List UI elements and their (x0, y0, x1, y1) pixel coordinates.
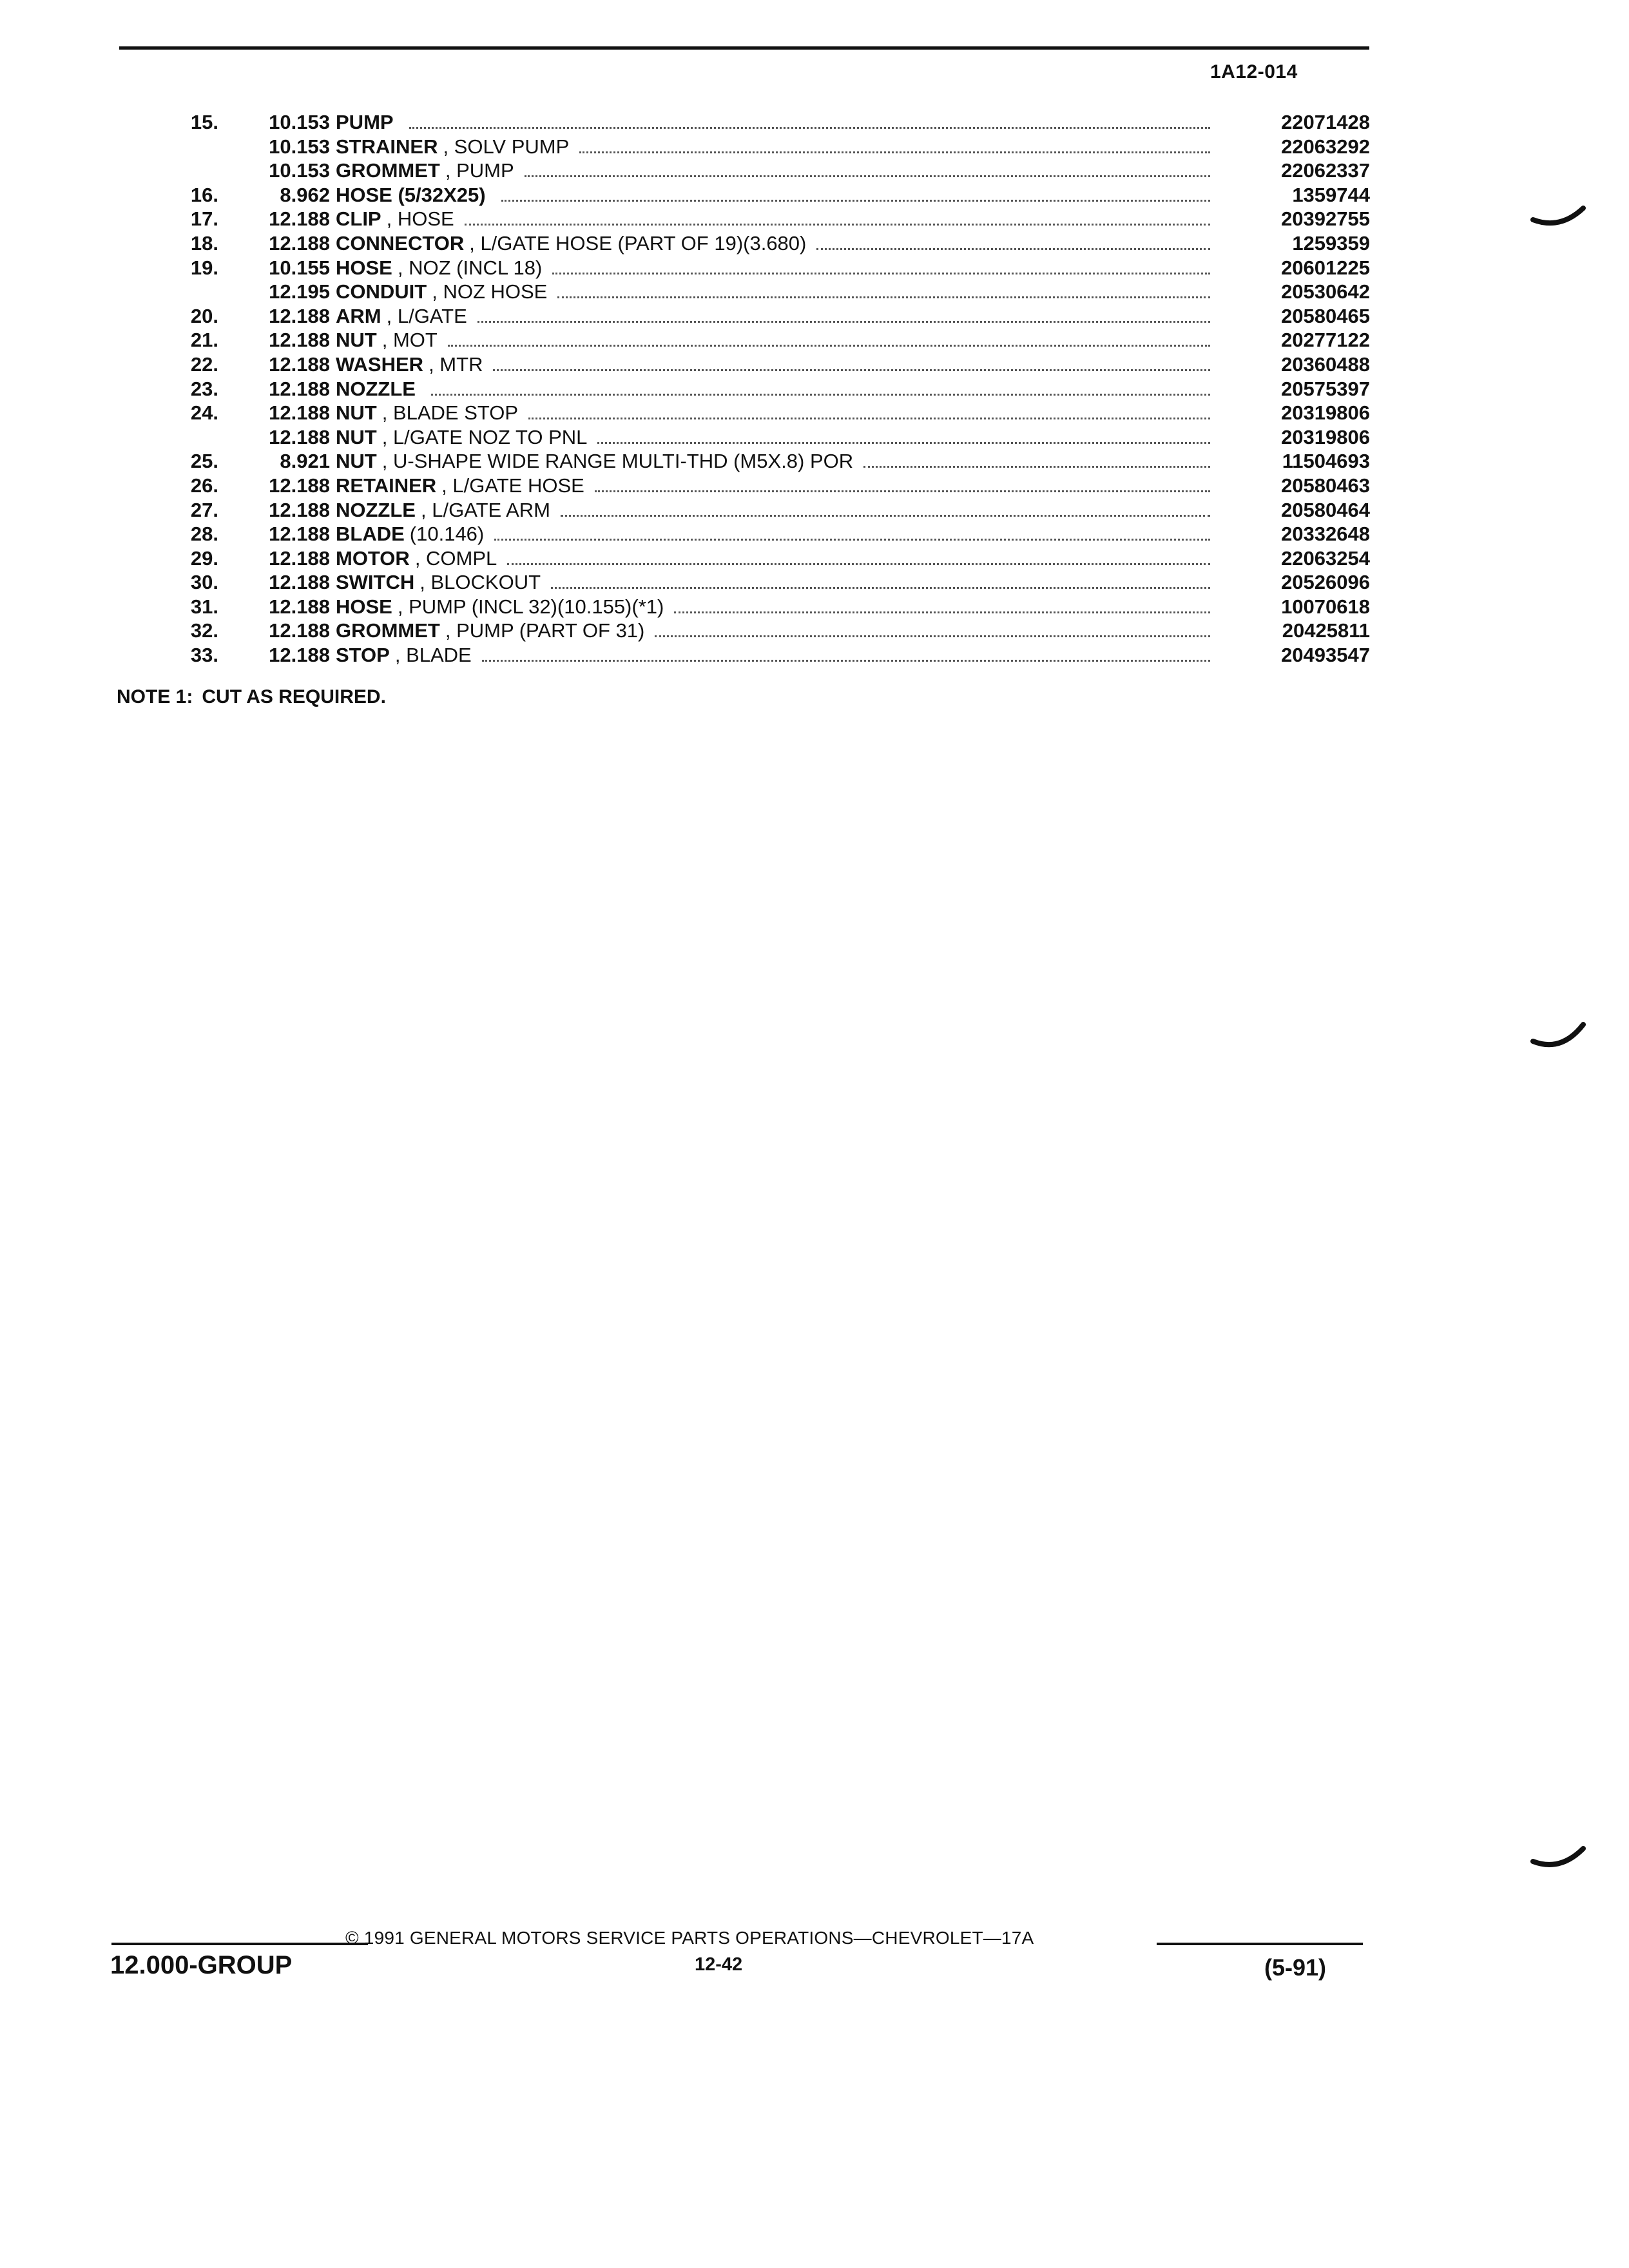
item-number: 20. (190, 304, 218, 327)
group-number: 12.188 (269, 377, 330, 400)
parts-row (0, 135, 1629, 159)
item-number: 31. (190, 595, 218, 618)
dot-leader (501, 184, 1210, 202)
parts-row (0, 643, 1629, 668)
item-number: 18. (190, 231, 218, 255)
part-name: NUT (336, 425, 377, 448)
group-number: 10.153 (269, 159, 330, 182)
parts-row (0, 401, 1629, 425)
footnote-label: NOTE 1: (117, 686, 193, 707)
parts-list (0, 110, 1629, 668)
parts-row (0, 328, 1629, 352)
item-number: 29. (190, 546, 218, 570)
part-name: RETAINER (336, 474, 437, 497)
parts-row (0, 522, 1629, 546)
parts-row (0, 546, 1629, 571)
footer-rule-left (111, 1943, 368, 1945)
parts-row (0, 425, 1629, 450)
item-number: 22. (190, 352, 218, 376)
part-name: NUT (336, 401, 377, 425)
part-description (336, 595, 1215, 619)
dot-leader (431, 378, 1210, 396)
part-description (336, 352, 1215, 377)
part-description (336, 256, 1215, 280)
part-description (336, 619, 1215, 643)
dot-leader (595, 475, 1210, 492)
part-number: 20332648 (1281, 523, 1370, 546)
group-number: 12.188 (269, 329, 330, 352)
part-name: MOTOR (336, 546, 410, 570)
item-number: 26. (190, 474, 218, 497)
part-description (336, 643, 1215, 668)
group-number: 12.188 (269, 595, 330, 618)
part-description (336, 304, 1215, 329)
dot-leader (494, 523, 1210, 541)
dot-leader (551, 572, 1210, 589)
part-number: 20580464 (1281, 498, 1370, 521)
part-number: 22063292 (1281, 135, 1370, 158)
group-number: 12.188 (269, 352, 330, 376)
group-number: 8.962 (280, 183, 330, 206)
footer-rule-right (1157, 1943, 1363, 1945)
dot-leader (597, 427, 1210, 444)
group-number: 8.921 (280, 450, 330, 473)
parts-row (0, 304, 1629, 329)
dot-leader (493, 354, 1210, 371)
parts-row (0, 570, 1629, 595)
part-number: 20425811 (1282, 619, 1370, 642)
binder-hole-mark-icon (1530, 197, 1586, 230)
group-number: 10.155 (269, 256, 330, 279)
part-name: HOSE (336, 595, 392, 618)
part-description (336, 546, 1215, 571)
parts-row (0, 183, 1629, 207)
parts-row (0, 619, 1629, 643)
part-name: STRAINER (336, 135, 438, 158)
part-qualifier: , NOZ HOSE (432, 280, 548, 303)
group-label: 12.000-GROUP (110, 1951, 293, 1979)
part-number: 20360488 (1281, 352, 1370, 376)
part-description (336, 183, 1215, 207)
group-number: 12.188 (269, 498, 330, 521)
dot-leader (552, 257, 1210, 274)
dot-leader (528, 402, 1210, 419)
part-number: 20601225 (1281, 256, 1370, 279)
part-description (336, 401, 1215, 425)
dot-leader (655, 620, 1210, 637)
group-number: 10.153 (269, 135, 330, 158)
part-name: NOZZLE (336, 377, 416, 400)
group-number: 10.153 (269, 111, 330, 133)
part-number: 20493547 (1281, 644, 1370, 667)
part-number: 22071428 (1281, 111, 1370, 133)
part-number: 11504693 (1282, 450, 1370, 473)
top-rule (119, 46, 1369, 50)
part-number: 20575397 (1281, 377, 1370, 400)
item-number: 30. (190, 571, 218, 594)
dot-leader (525, 160, 1210, 177)
part-number: 20319806 (1281, 425, 1370, 448)
group-number: 12.188 (269, 207, 330, 231)
parts-row (0, 595, 1629, 619)
part-description (336, 498, 1215, 523)
part-qualifier: , MTR (429, 352, 483, 376)
part-number: 20526096 (1281, 571, 1370, 594)
item-number: 15. (190, 111, 218, 133)
parts-row (0, 110, 1629, 135)
dot-leader (482, 644, 1210, 662)
part-name: PUMP (336, 111, 394, 133)
part-description (336, 135, 1215, 159)
part-name: BLADE (336, 523, 405, 546)
part-name: STOP (336, 644, 390, 667)
parts-row (0, 159, 1629, 183)
part-number: 10070618 (1281, 595, 1370, 618)
part-name: CLIP (336, 207, 381, 231)
part-name: ARM (336, 304, 381, 327)
part-description (336, 328, 1215, 352)
part-name: HOSE (5/32X25) (336, 183, 486, 206)
part-qualifier: , L/GATE HOSE (441, 474, 584, 497)
part-qualifier: , BLADE STOP (381, 401, 519, 425)
part-qualifier: , L/GATE (386, 304, 467, 327)
part-qualifier: , PUMP (445, 159, 514, 182)
item-number: 32. (190, 619, 218, 642)
group-number: 12.188 (269, 546, 330, 570)
part-description (336, 280, 1215, 304)
part-qualifier: , U-SHAPE WIDE RANGE MULTI-THD (M5X.8) POR (381, 450, 854, 473)
revision-date: (5-91) (1264, 1954, 1327, 1981)
part-qualifier: , PUMP (INCL 32)(10.155)(*1) (397, 595, 664, 618)
part-qualifier: , L/GATE HOSE (PART OF 19)(3.680) (469, 231, 807, 255)
part-qualifier: , PUMP (PART OF 31) (445, 619, 645, 642)
part-name: GROMMET (336, 159, 440, 182)
group-number: 12.188 (269, 619, 330, 642)
group-number: 12.188 (269, 231, 330, 255)
group-number: 12.188 (269, 474, 330, 497)
part-description (336, 159, 1215, 183)
dot-leader (674, 596, 1210, 613)
group-number: 12.188 (269, 304, 330, 327)
part-number: 22063254 (1281, 546, 1370, 570)
part-number: 20319806 (1281, 401, 1370, 425)
part-name: CONNECTOR (336, 231, 465, 255)
item-number: 17. (190, 207, 218, 231)
part-name: HOSE (336, 256, 392, 279)
page-code: 1A12-014 (1210, 61, 1298, 82)
group-number: 12.188 (269, 644, 330, 667)
part-name: NUT (336, 329, 377, 352)
parts-row (0, 280, 1629, 304)
part-qualifier: , L/GATE NOZ TO PNL (381, 425, 588, 448)
part-number: 1259359 (1292, 231, 1370, 255)
copyright-notice: © 1991 GENERAL MOTORS SERVICE PARTS OPERATIONS—CHEVROLET—17A (345, 1928, 1034, 1948)
group-number: 12.188 (269, 425, 330, 448)
dot-leader (507, 548, 1210, 565)
part-description (336, 231, 1215, 256)
dot-leader (448, 329, 1210, 347)
item-number: 24. (190, 401, 218, 425)
part-name: NOZZLE (336, 498, 416, 521)
part-name: WASHER (336, 352, 424, 376)
parts-row (0, 256, 1629, 280)
group-number: 12.195 (269, 280, 330, 303)
parts-row (0, 352, 1629, 377)
parts-row (0, 377, 1629, 401)
part-number: 20277122 (1281, 329, 1370, 352)
part-name: GROMMET (336, 619, 440, 642)
dot-leader (409, 111, 1210, 129)
item-number: 33. (190, 644, 218, 667)
item-number: 23. (190, 377, 218, 400)
dot-leader (557, 281, 1210, 298)
part-description (336, 474, 1215, 498)
part-qualifier: , COMPL (414, 546, 497, 570)
part-number: 20580465 (1281, 304, 1370, 327)
item-number: 19. (190, 256, 218, 279)
dot-leader (477, 305, 1210, 323)
part-qualifier: , BLOCKOUT (419, 571, 541, 594)
item-number: 16. (190, 183, 218, 206)
part-name: NUT (336, 450, 377, 473)
parts-row (0, 207, 1629, 231)
part-number: 20392755 (1281, 207, 1370, 231)
binder-hole-mark-icon (1530, 1018, 1586, 1054)
part-qualifier: , L/GATE ARM (421, 498, 550, 521)
part-name: SWITCH (336, 571, 415, 594)
part-description (336, 377, 1215, 401)
parts-row (0, 498, 1629, 523)
parts-row (0, 231, 1629, 256)
item-number: 25. (190, 450, 218, 473)
part-description (336, 207, 1215, 231)
part-description (336, 522, 1215, 546)
dot-leader (465, 208, 1210, 226)
group-number: 12.188 (269, 523, 330, 546)
part-qualifier: , BLADE (394, 644, 472, 667)
part-qualifier: , HOSE (386, 207, 454, 231)
dot-leader (816, 233, 1210, 250)
part-description (336, 570, 1215, 595)
part-qualifier: (10.146) (409, 523, 485, 546)
part-description (336, 110, 1215, 135)
part-number: 20580463 (1281, 474, 1370, 497)
part-qualifier: , NOZ (INCL 18) (397, 256, 543, 279)
footnote (117, 686, 386, 708)
group-number: 12.188 (269, 401, 330, 425)
part-description (336, 425, 1215, 450)
part-number: 1359744 (1292, 183, 1370, 206)
dot-leader (863, 450, 1210, 468)
part-number: 22062337 (1281, 159, 1370, 182)
part-number: 20530642 (1281, 280, 1370, 303)
page-number: 12-42 (695, 1954, 743, 1975)
item-number: 27. (190, 498, 218, 521)
group-number: 12.188 (269, 571, 330, 594)
part-description (336, 449, 1215, 474)
part-qualifier: , MOT (381, 329, 438, 352)
dot-leader (561, 499, 1210, 517)
binder-hole-mark-icon (1530, 1840, 1586, 1873)
footnote-text: CUT AS REQUIRED. (202, 686, 386, 707)
part-name: CONDUIT (336, 280, 427, 303)
item-number: 21. (190, 329, 218, 352)
part-qualifier: , SOLV PUMP (443, 135, 570, 158)
parts-row (0, 474, 1629, 498)
parts-row (0, 449, 1629, 474)
dot-leader (579, 136, 1210, 153)
item-number: 28. (190, 523, 218, 546)
